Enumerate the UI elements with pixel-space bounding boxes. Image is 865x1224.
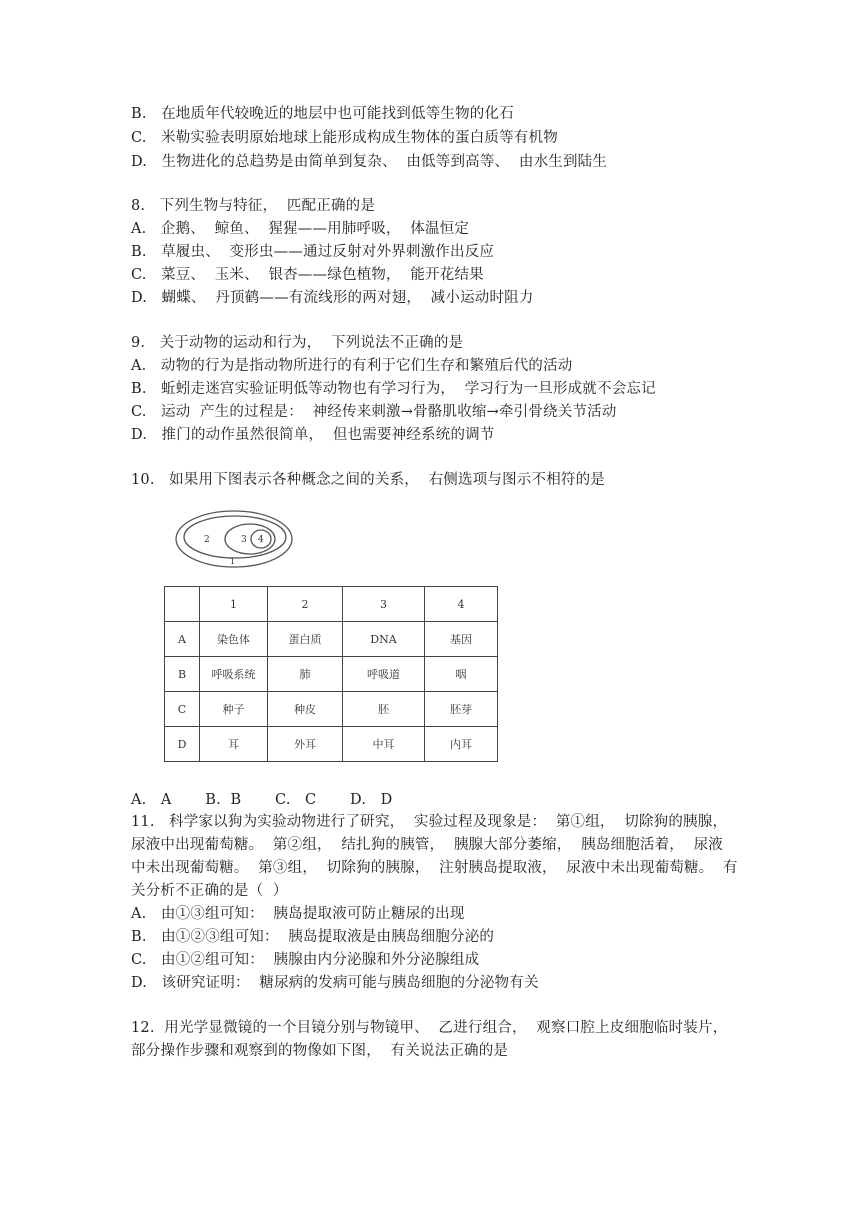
table-cell: 胚芽 — [425, 692, 498, 727]
table-header-row — [165, 587, 498, 622]
q11-stem-line-2: 尿液中出现葡萄糖。 第②组， 结扎狗的胰管， 胰腺大部分萎缩， 胰岛细胞活着， 尿液 — [131, 837, 723, 853]
table-cell: C — [165, 692, 200, 727]
q11-stem-line-1: 11. 科学家以狗为实验动物进行了研究， 实验过程及现象是： 第①组， 切除狗的胰腺， — [131, 814, 728, 830]
table-cell: 蛋白质 — [268, 622, 343, 657]
table-header-cell: 3 — [343, 587, 425, 622]
concept-table — [164, 586, 498, 762]
table-cell: 呼吸道 — [343, 657, 425, 692]
q11-stem-line-4: 关分析不正确的是（ ） — [131, 883, 288, 899]
q11-stem-line-3: 中未出现葡萄糖。 第③组， 切除狗的胰腺， 注射胰岛提取液， 尿液中未出现葡萄糖。 有 — [131, 860, 738, 876]
table-cell: 染色体 — [200, 622, 268, 657]
table-cell: 呼吸系统 — [200, 657, 268, 692]
q11-option-c: C. 由①②组可知： 胰腺由内分泌腺和外分泌腺组成 — [131, 952, 480, 968]
q9-option-c: C. 运动 产生的过程是： 神经传来刺激→骨骼肌收缩→牵引骨绕关节活动 — [131, 404, 617, 420]
table-header-cell: 2 — [268, 587, 343, 622]
table-header-cell — [165, 587, 200, 622]
q9-option-d: D. 推门的动作虽然很简单， 但也需要神经系统的调节 — [131, 427, 495, 443]
label-3: 3 — [241, 535, 247, 545]
ellipse-3 — [225, 524, 275, 554]
table-cell: 中耳 — [343, 727, 425, 762]
q8-option-d: D. 蝴蝶、 丹顶鹤——有流线形的两对翅， 减小运动时阻力 — [131, 290, 534, 306]
table-cell: 耳 — [200, 727, 268, 762]
table-cell: 内耳 — [425, 727, 498, 762]
table-cell: 外耳 — [268, 727, 343, 762]
q11-option-d: D. 该研究证明： 糖尿病的发病可能与胰岛细胞的分泌物有关 — [131, 975, 539, 991]
q8-stem: 8. 下列生物与特征， 匹配正确的是 — [131, 198, 376, 214]
q7-option-c: C. 米勒实验表明原始地球上能形成构成生物体的蛋白质等有机物 — [131, 130, 558, 146]
q10-answer-options: A. A B. B C. C D. D — [131, 792, 393, 808]
table-cell: 基因 — [425, 622, 498, 657]
q7-option-b: B. 在地质年代较晚近的地层中也可能找到低等生物的化石 — [131, 106, 514, 122]
table-header-cell: 1 — [200, 587, 268, 622]
table-cell: 胚 — [343, 692, 425, 727]
label-1: 1 — [230, 557, 236, 566]
q10-stem: 10. 如果用下图表示各种概念之间的关系， 右侧选项与图示不相符的是 — [131, 472, 606, 488]
q9-option-b: B. 蚯蚓走迷宫实验证明低等动物也有学习行为， 学习行为一旦形成就不会忘记 — [131, 381, 656, 397]
table-cell: 肺 — [268, 657, 343, 692]
concept-venn-diagram — [173, 506, 295, 570]
q9-stem: 9. 关于动物的运动和行为， 下列说法不正确的是 — [131, 335, 464, 351]
q9-option-a: A. 动物的行为是指动物所进行的有利于它们生存和繁殖后代的活动 — [131, 358, 573, 374]
q11-option-a: A. 由①③组可知： 胰岛提取液可防止糖尿的出现 — [131, 906, 465, 922]
table-cell: 咽 — [425, 657, 498, 692]
table-row — [165, 727, 498, 762]
table-cell: DNA — [343, 622, 425, 657]
table-cell: 种子 — [200, 692, 268, 727]
table-row — [165, 657, 498, 692]
label-2: 2 — [204, 535, 210, 545]
table-row — [165, 622, 498, 657]
q7-option-d: D. 生物进化的总趋势是由简单到复杂、 由低等到高等、 由水生到陆生 — [131, 154, 608, 170]
q12-stem-line-2: 部分操作步骤和观察到的物像如下图， 有关说法正确的是 — [131, 1043, 509, 1059]
table-cell: 种皮 — [268, 692, 343, 727]
table-cell: D — [165, 727, 200, 762]
q8-option-c: C. 菜豆、 玉米、 银杏——绿色植物， 能开花结果 — [131, 267, 484, 283]
table-header-cell: 4 — [425, 587, 498, 622]
table-row — [165, 692, 498, 727]
q8-option-a: A. 企鹅、 鲸鱼、 猩猩——用肺呼吸， 体温恒定 — [131, 221, 470, 237]
q12-stem-line-1: 12. 用光学显微镜的一个目镜分别与物镜甲、 乙进行组合， 观察口腔上皮细胞临时装片， — [131, 1020, 728, 1036]
q8-option-b: B. 草履虫、 变形虫——通过反射对外界刺激作出反应 — [131, 244, 495, 260]
table-cell: B — [165, 657, 200, 692]
label-4: 4 — [258, 535, 264, 545]
table-cell: A — [165, 622, 200, 657]
q11-option-b: B. 由①②③组可知： 胰岛提取液是由胰岛细胞分泌的 — [131, 929, 495, 945]
